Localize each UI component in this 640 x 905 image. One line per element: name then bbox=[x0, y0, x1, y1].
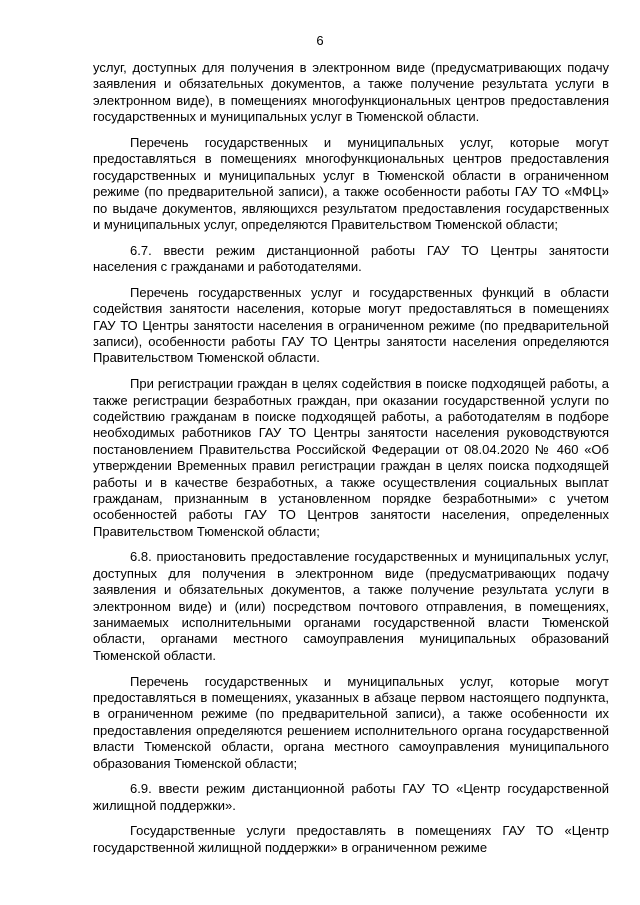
paragraph-continuation: услуг, доступных для получения в электронном виде (предусматривающих подачу заявления и обязательных документов, а также получение результата услуги в электронном виде), в помещениях многофункциональных центров предоставления государственных и муниципальных услуг в Тюменской области. bbox=[93, 60, 609, 125]
paragraph-6-7: 6.7. ввести режим дистанционной работы ГАУ ТО Центры занятости населения с гражданами и работодателями. bbox=[93, 242, 609, 275]
paragraph-services-in-premises: Перечень государственных и муниципальных услуг, которые могут предоставляться в помещениях, указанных в абзаце первом настоящего подпункта, в ограниченном режиме (по предварительной записи), а также особенности их предоставления определяются решением исполнительного органа государственной власти Тюменской области, органа местного самоуправления муниципального образования Тюменской области; bbox=[93, 673, 609, 771]
paragraph-6-8: 6.8. приостановить предоставление государственных и муниципальных услуг, доступных для получения в электронном виде (предусматривающих подачу заявления и обязательных документов, а также получение результата услуги в электронном виде) и (или) посредством почтового отправления, в помещениях, занимаемых исполнительными органами государственной власти Тюменской области, органами местного самоуправления муниципальных образований Тюменской области. bbox=[93, 549, 609, 663]
paragraph-registration-rules: При регистрации граждан в целях содействия в поиске подходящей работы, а также регистрации безработных граждан, при оказании государственной услуги по содействию гражданам в поиске подходящей работы, а работодателям в подборе необходимых работников ГАУ ТО Центры занятости населения руководствуются постановлением Правительства Российской Федерации от 08.04.2020 № 460 «Об утверждении Временных правил регистрации граждан в целях поиска подходящей работы и в качестве безработных, а также осуществления социальных выплат гражданам, признанным в установленном порядке безработными» с учетом особенностей работы ГАУ ТО Центров занятости населения, определенных Правительством Тюменской области; bbox=[93, 376, 609, 539]
paragraph-mfc-services-list: Перечень государственных и муниципальных услуг, которые могут предоставляться в помещениях многофункциональных центров предоставления государственных и муниципальных услуг в Тюменской области в ограниченном режиме (по предварительной записи), а также особенности работы ГАУ ТО «МФЦ» по выдаче документов, являющихся результатом предоставления государственных и муниципальных услуг, определяются Правительством Тюменской области; bbox=[93, 134, 609, 232]
paragraph-housing-support-services: Государственные услуги предоставлять в помещениях ГАУ ТО «Центр государственной жилищной поддержки» в ограниченном режиме bbox=[93, 823, 609, 855]
paragraph-6-9: 6.9. ввести режим дистанционной работы ГАУ ТО «Центр государственной жилищной поддержки». bbox=[93, 781, 609, 813]
paragraph-employment-services-list: Перечень государственных услуг и государственных функций в области содействия занятости населения, которые могут предоставляться в помещениях ГАУ ТО Центры занятости населения в ограниченном режиме (по предварительной записи), особенности работы ГАУ ТО Центры занятости населения определяются Правительством Тюменской области. bbox=[93, 284, 609, 366]
document-body bbox=[93, 60, 609, 856]
page-number: 6 bbox=[316, 33, 324, 48]
